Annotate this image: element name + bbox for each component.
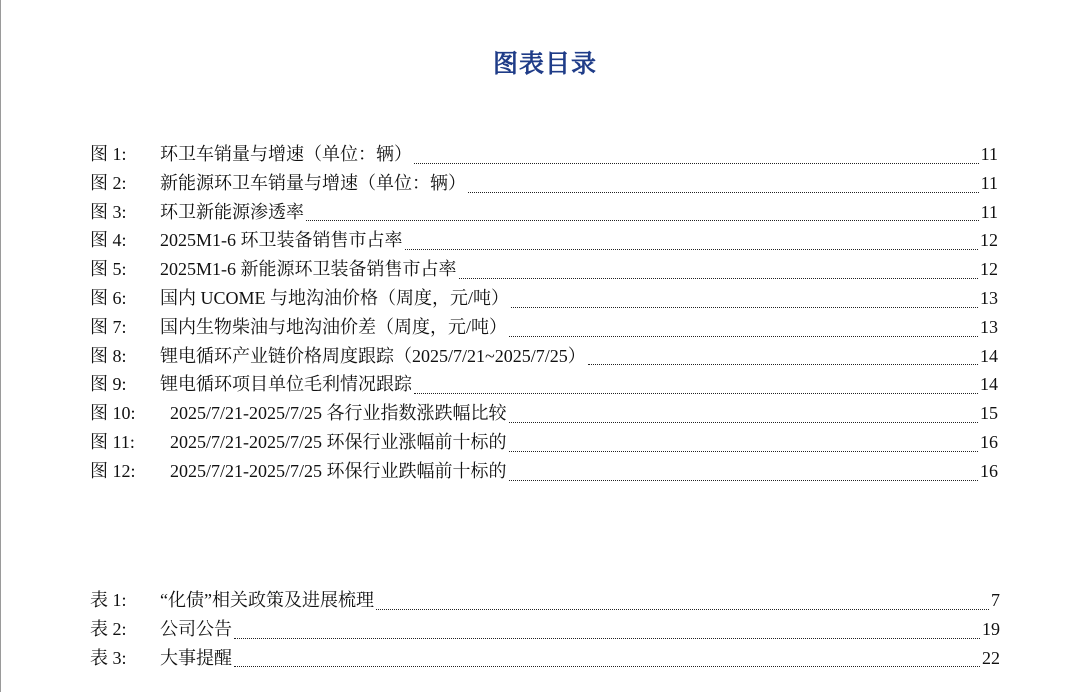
dot-leader (414, 163, 979, 164)
entry-label: 图 10: (90, 403, 136, 424)
dot-leader (588, 364, 978, 365)
toc-entry-figure-1[interactable] (90, 140, 998, 169)
entry-label: 图 11: (90, 431, 135, 452)
entry-label: 图 8: (90, 345, 127, 366)
dot-leader (509, 451, 979, 452)
entry-label: 表 2: (90, 618, 127, 639)
entry-title: 大事提醒 (160, 647, 232, 668)
entry-label: 图 4: (90, 230, 127, 251)
entry-page-number: 7 (991, 590, 1000, 610)
entry-page-number: 13 (980, 316, 998, 337)
entry-page-number: 12 (980, 259, 998, 280)
entry-page-number: 22 (982, 647, 1000, 668)
entry-page-number: 16 (980, 460, 998, 481)
toc-entry-figure-3[interactable] (90, 198, 998, 227)
entry-title: 锂电循环产业链价格周度跟踪（2025/7/21~2025/7/25） (160, 345, 586, 366)
toc-entry-figure-10[interactable] (90, 399, 998, 428)
dot-leader (234, 666, 980, 667)
toc-entry-table-1[interactable] (90, 586, 1000, 615)
entry-page-number: 13 (980, 287, 998, 308)
entry-label: 图 3: (90, 201, 127, 222)
entry-title: 新能源环卫车销量与增速（单位：辆） (160, 172, 466, 193)
entry-title: “化债”相关政策及进展梳理 (160, 590, 374, 610)
entry-title: 2025/7/21-2025/7/25 环保行业涨幅前十标的 (170, 431, 507, 452)
entry-label: 图 2: (90, 172, 127, 193)
toc-entry-figure-11[interactable] (90, 428, 998, 457)
dot-leader (405, 249, 979, 250)
dot-leader (459, 278, 979, 279)
entry-label: 表 3: (90, 647, 127, 668)
toc-entry-table-2[interactable] (90, 615, 1000, 644)
toc-entry-figure-4[interactable] (90, 226, 998, 255)
dot-leader (511, 307, 978, 308)
toc-entry-table-3[interactable] (90, 644, 1000, 673)
toc-entry-figure-12[interactable] (90, 457, 998, 486)
dot-leader (414, 393, 978, 394)
dot-leader (234, 638, 980, 639)
entry-title: 2025M1-6 环卫装备销售市占率 (160, 230, 403, 251)
toc-entry-figure-9[interactable] (90, 370, 998, 399)
figure-list (90, 140, 998, 486)
dot-leader (468, 192, 979, 193)
entry-label: 表 1: (90, 590, 127, 610)
entry-label: 图 9: (90, 374, 127, 395)
page-title: 图表目录 (492, 49, 597, 78)
entry-title: 国内生物柴油与地沟油价差（周度，元/吨） (160, 316, 507, 337)
entry-label: 图 7: (90, 316, 127, 337)
entry-page-number: 16 (980, 431, 998, 452)
entry-page-number: 15 (980, 403, 998, 424)
entry-label: 图 1: (90, 144, 127, 164)
dot-leader (509, 480, 979, 481)
entry-title: 环卫车销量与增速（单位：辆） (160, 144, 412, 164)
table-list (90, 586, 1000, 672)
entry-page-number: 11 (980, 144, 998, 164)
entry-page-number: 11 (980, 172, 998, 193)
entry-title: 锂电循环项目单位毛利情况跟踪 (160, 374, 412, 395)
dot-leader (306, 220, 979, 221)
entry-title: 环卫新能源渗透率 (160, 201, 304, 222)
entry-page-number: 11 (980, 201, 998, 222)
page-edge (0, 0, 1, 692)
dot-leader (509, 422, 979, 423)
entry-title: 2025M1-6 新能源环卫装备销售市占率 (160, 259, 457, 280)
entry-title: 2025/7/21-2025/7/25 各行业指数涨跌幅比较 (170, 403, 507, 424)
entry-label: 图 6: (90, 287, 127, 308)
entry-title: 2025/7/21-2025/7/25 环保行业跌幅前十标的 (170, 460, 507, 481)
entry-page-number: 19 (982, 618, 1000, 639)
toc-entry-figure-6[interactable] (90, 284, 998, 313)
entry-title: 国内 UCOME 与地沟油价格（周度，元/吨） (160, 287, 510, 308)
toc-entry-figure-2[interactable] (90, 169, 998, 198)
entry-label: 图 5: (90, 259, 127, 280)
entry-label: 图 12: (90, 460, 136, 481)
toc-entry-figure-8[interactable] (90, 342, 998, 371)
dot-leader (509, 336, 978, 337)
dot-leader (376, 609, 989, 610)
toc-entry-figure-5[interactable] (90, 255, 998, 284)
entry-page-number: 14 (980, 345, 998, 366)
entry-page-number: 14 (980, 374, 998, 395)
entry-title: 公司公告 (160, 618, 232, 639)
toc-entry-figure-7[interactable] (90, 313, 998, 342)
entry-page-number: 12 (980, 230, 998, 251)
